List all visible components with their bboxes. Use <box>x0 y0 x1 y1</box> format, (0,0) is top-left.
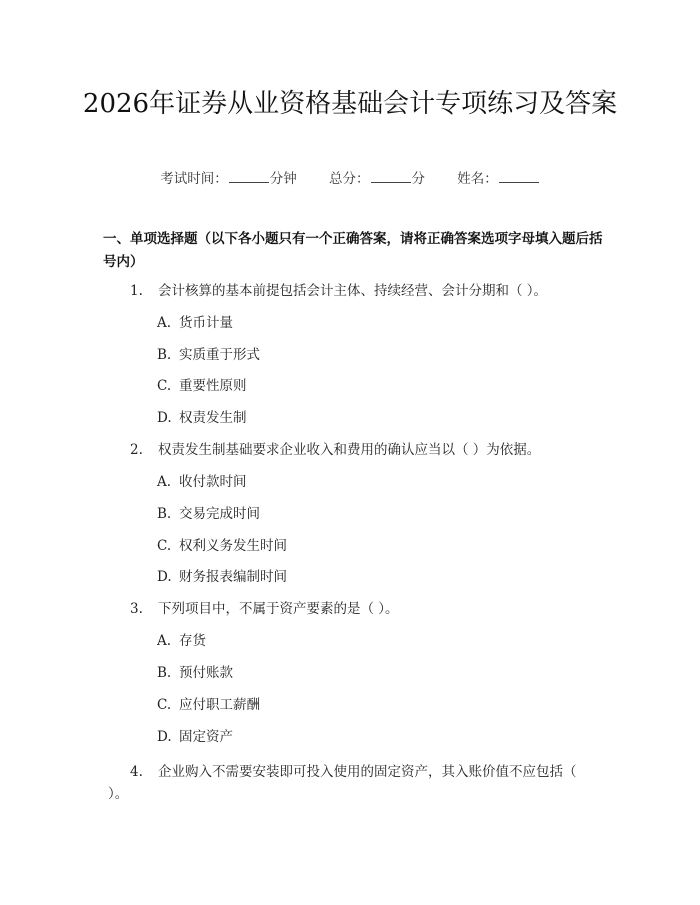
question-2-option-d <box>157 567 287 587</box>
question-number: 3. <box>130 601 143 617</box>
option-letter: B. <box>157 665 172 681</box>
question-3-option-c <box>157 695 260 715</box>
option-letter: C. <box>157 378 172 394</box>
option-letter: D. <box>157 410 172 426</box>
option-letter: A. <box>157 474 172 490</box>
question-4 <box>108 761 578 805</box>
option-text: 应付职工薪酬 <box>179 697 260 713</box>
option-text: 固定资产 <box>179 729 233 745</box>
question-number: 2. <box>130 442 143 458</box>
question-3-option-a <box>157 631 206 651</box>
question-1-option-d <box>157 408 247 428</box>
question-3-option-b <box>157 663 233 683</box>
question-number: 1. <box>130 283 143 299</box>
total-score-field <box>329 168 425 189</box>
question-text: 会计核算的基本前提包括会计主体、持续经营、会计分期和（ ）。 <box>158 283 548 299</box>
option-text: 实质重于形式 <box>179 347 260 363</box>
total-score-unit: 分 <box>411 171 425 187</box>
question-text: 下列项目中，不属于资产要素的是（ ）。 <box>158 601 399 617</box>
section-heading: 一、单项选择题（以下各小题只有一个正确答案，请将正确答案选项字母填入题后括号内） <box>103 231 603 270</box>
question-number: 4. <box>130 764 143 780</box>
question-2-option-a <box>157 472 247 492</box>
question-2-option-c <box>157 536 287 556</box>
option-text: 重要性原则 <box>179 378 247 394</box>
question-3 <box>130 599 590 619</box>
question-2 <box>130 440 590 460</box>
total-score-blank <box>371 168 411 183</box>
option-text: 预付账款 <box>179 665 233 681</box>
question-3-option-d <box>157 727 233 747</box>
option-text: 存货 <box>179 633 206 649</box>
question-1 <box>130 281 590 301</box>
option-letter: D. <box>157 729 172 745</box>
question-1-option-c <box>157 376 247 396</box>
option-text: 权利义务发生时间 <box>179 538 287 554</box>
exam-time-unit: 分钟 <box>269 171 297 187</box>
question-text: 权责发生制基础要求企业收入和费用的确认应当以（ ）为依据。 <box>158 442 541 458</box>
question-2-option-b <box>157 504 260 524</box>
option-letter: D. <box>157 569 172 585</box>
option-text: 交易完成时间 <box>179 506 260 522</box>
document-title: 2026年证券从业资格基础会计专项练习及答案 <box>82 89 618 119</box>
option-letter: C. <box>157 538 172 554</box>
question-1-option-a <box>157 313 233 333</box>
exam-meta-line <box>0 168 700 189</box>
question-text: 企业购入不需要安装即可投入使用的固定资产，其入账价值不应包括（ ）。 <box>108 764 577 802</box>
exam-time-label: 考试时间： <box>160 171 228 187</box>
option-text: 财务报表编制时间 <box>179 569 287 585</box>
option-letter: B. <box>157 347 172 363</box>
option-letter: A. <box>157 633 172 649</box>
name-blank <box>499 168 539 183</box>
option-letter: B. <box>157 506 172 522</box>
option-text: 货币计量 <box>179 315 233 331</box>
name-field <box>457 168 540 189</box>
exam-time-blank <box>229 168 269 183</box>
name-label: 姓名： <box>457 171 498 187</box>
option-letter: C. <box>157 697 172 713</box>
option-text: 权责发生制 <box>179 410 247 426</box>
exam-time-field <box>160 168 297 189</box>
question-1-option-b <box>157 345 260 365</box>
total-score-label: 总分： <box>329 171 370 187</box>
option-text: 收付款时间 <box>179 474 247 490</box>
option-letter: A. <box>157 315 172 331</box>
